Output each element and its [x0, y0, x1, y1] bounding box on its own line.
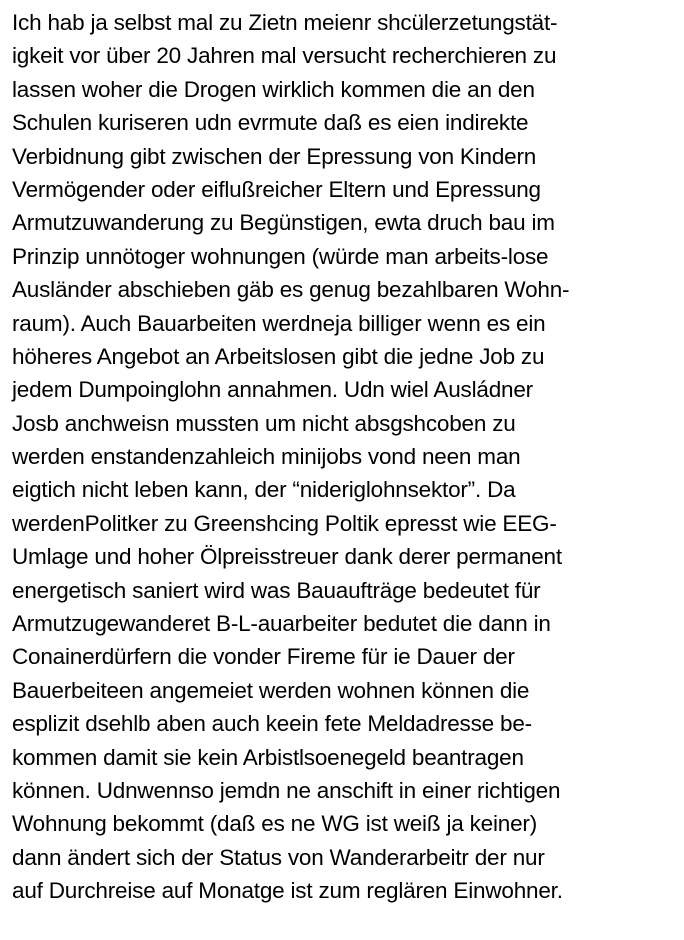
text-line: energetisch saniert wird was Bauaufträge bedeutet für — [12, 577, 541, 603]
text-line: höheres Angebot an Arbeitslosen gibt die jedne Job zu — [12, 343, 545, 369]
text-line: Ich hab ja selbst mal zu Zietn meienr shcülerzetungstät- — [12, 10, 558, 35]
text-line: Bauerbeiteen angemeiet werden wohnen können die — [12, 677, 530, 703]
body-text — [12, 6, 680, 908]
text-line: werdenPolitker zu Greenshcing Poltik epresst wie EEG- — [12, 510, 557, 536]
text-line: Umlage und hoher Ölpreisstreuer dank derer permanent — [12, 544, 562, 570]
text-line: igkeit vor über 20 Jahren mal versucht recherchieren zu — [12, 43, 557, 69]
text-line: Verbidnung gibt zwischen der Epressung von Kindern — [12, 143, 537, 169]
text-line: raum). Auch Bauarbeiten werdneja billiger wenn es ein — [12, 310, 546, 336]
text-line: können. Udnwennso jemdn ne anschift in einer richtigen — [12, 777, 561, 803]
text-line: Ausländer abschieben gäb es genug bezahlbaren Wohn- — [12, 277, 570, 303]
text-line: lassen woher die Drogen wirklich kommen die an den — [12, 76, 535, 102]
text-line: Armutzugewanderet B-L-auarbeiter bedutet die dann in — [12, 611, 551, 637]
text-line: Wohnung bekommt (daß es ne WG ist weiß ja keiner) — [12, 811, 537, 837]
text-line: Josb anchweisn mussten um nicht absgshcoben zu — [12, 410, 516, 436]
text-line: eigtich nicht leben kann, der “nideriglohnsektor”. Da — [12, 477, 516, 503]
text-line: Schulen kuriseren udn evrmute daß es eien indirekte — [12, 110, 529, 136]
text-line: dann ändert sich der Status von Wanderarbeitr der nur — [12, 844, 545, 870]
text-line: Armutzuwanderung zu Begünstigen, ewta druch bau im — [12, 210, 555, 236]
text-line: jedem Dumpoinglohn annahmen. Udn wiel Ausládner — [12, 377, 533, 403]
text-line: Conainerdürfern die vonder Fireme für ie Dauer der — [12, 644, 515, 670]
text-line: esplizit dsehlb aben auch keein fete Meldadresse be- — [12, 711, 532, 737]
text-line: Vermögender oder eiflußreicher Eltern und Epressung — [12, 176, 541, 202]
text-line: Prinzip unnötoger wohnungen (würde man arbeits-lose — [12, 243, 549, 269]
text-line: kommen damit sie kein Arbistlsoenegeld beantragen — [12, 744, 524, 770]
text-line: auf Durchreise auf Monatge ist zum reglären Einwohner. — [12, 878, 563, 904]
text-line: werden enstandenzahleich minijobs vond neen man — [12, 444, 521, 470]
